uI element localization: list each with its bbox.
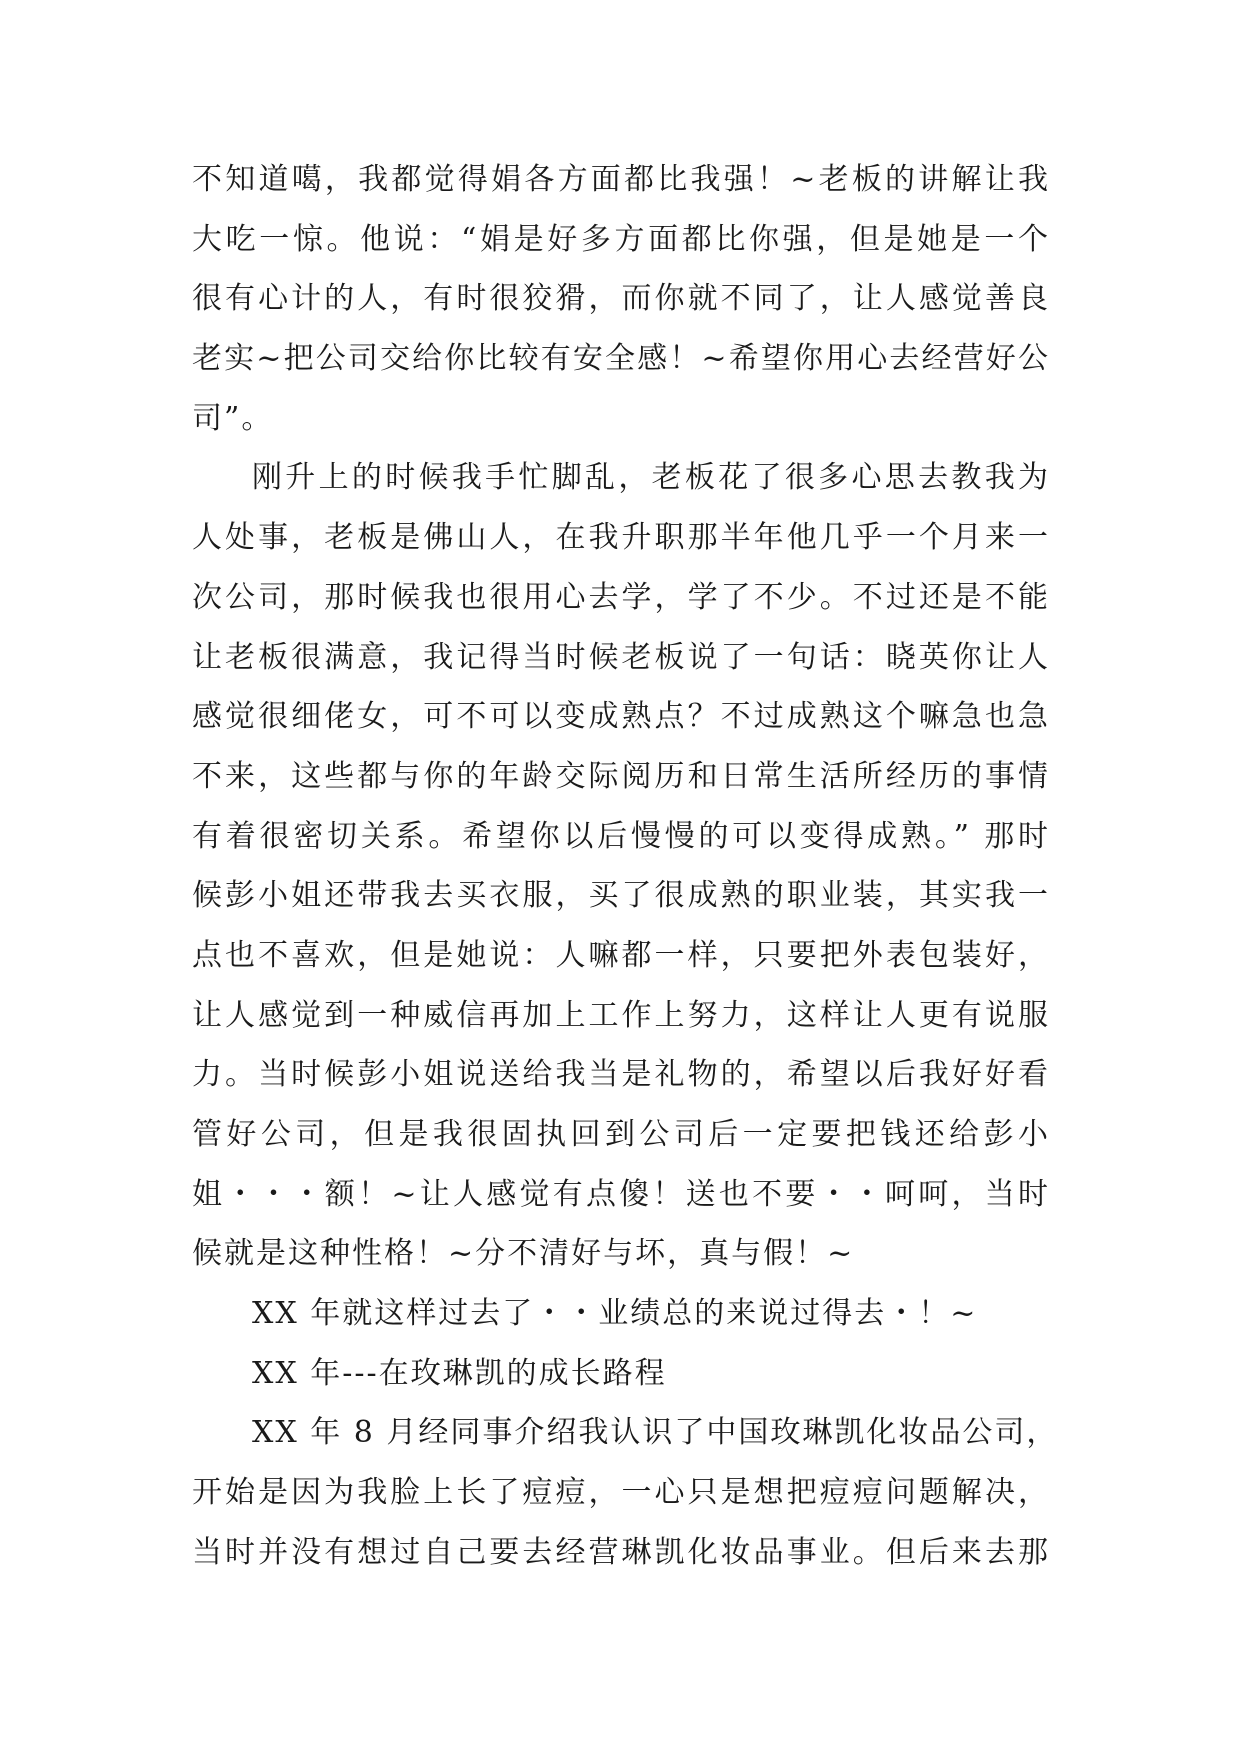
text-line: 候彭小姐还带我去买衣服，买了很成熟的职业装，其实我一 [192,878,1050,914]
text-line: 感觉很细佬女，可不可以变成熟点？不过成熟这个嘛急也急 [192,699,1050,735]
text-line: 大吃一惊。他说：“娟是好多方面都比你强，但是她是一个 [192,221,1050,257]
text-line: 开始是因为我脸上长了痘痘，一心只是想把痘痘问题解决， [192,1475,1050,1511]
text-line: 人处事，老板是佛山人，在我升职那半年他几乎一个月来一 [192,520,1050,556]
text-line: XX 年---在玫琳凯的成长路程 [252,1355,667,1391]
text-line: 当时并没有想过自己要去经营琳凯化妆品事业。但后来去那 [192,1534,1050,1570]
text-line: 司”。 [192,400,274,436]
document-body [192,150,1059,1583]
text-line: 有着很密切关系。希望你以后慢慢的可以变得成熟。” 那时 [192,818,1050,854]
text-line: 力。当时候彭小姐说送给我当是礼物的，希望以后我好好看 [192,1057,1050,1093]
text-line: 不来，这些都与你的年龄交际阅历和日常生活所经历的事情 [192,758,1050,794]
text-line: 让人感觉到一种威信再加上工作上努力，这样让人更有说服 [192,997,1050,1033]
text-line: XX 年 8 月经同事介绍我认识了中国玫琳凯化妆品公司， [252,1415,1059,1451]
text-line: 候就是这种性格！~分不清好与坏，真与假！~ [192,1236,855,1272]
text-line: 次公司，那时候我也很用心去学，学了不少。不过还是不能 [192,579,1050,615]
text-line: 姐・・・额！~让人感觉有点傻！送也不要・・呵呵，当时 [192,1176,1050,1212]
text-line: 老实~把公司交给你比较有安全感！~希望你用心去经营好公 [192,341,1050,377]
text-line: 很有心计的人，有时很狡猾，而你就不同了，让人感觉善良 [192,281,1050,317]
text-line: 刚升上的时候我手忙脚乱，老板花了很多心思去教我为 [252,460,1050,496]
text-line: 点也不喜欢，但是她说：人嘛都一样，只要把外表包装好， [192,937,1050,973]
text-line: 让老板很满意，我记得当时候老板说了一句话：晓英你让人 [192,639,1050,675]
text-line: XX 年就这样过去了・・业绩总的来说过得去・！~ [252,1296,978,1332]
text-line: 不知道噶，我都觉得娟各方面都比我强！~老板的讲解让我 [192,162,1050,197]
text-line: 管好公司，但是我很固执回到公司后一定要把钱还给彭小 [192,1117,1050,1152]
